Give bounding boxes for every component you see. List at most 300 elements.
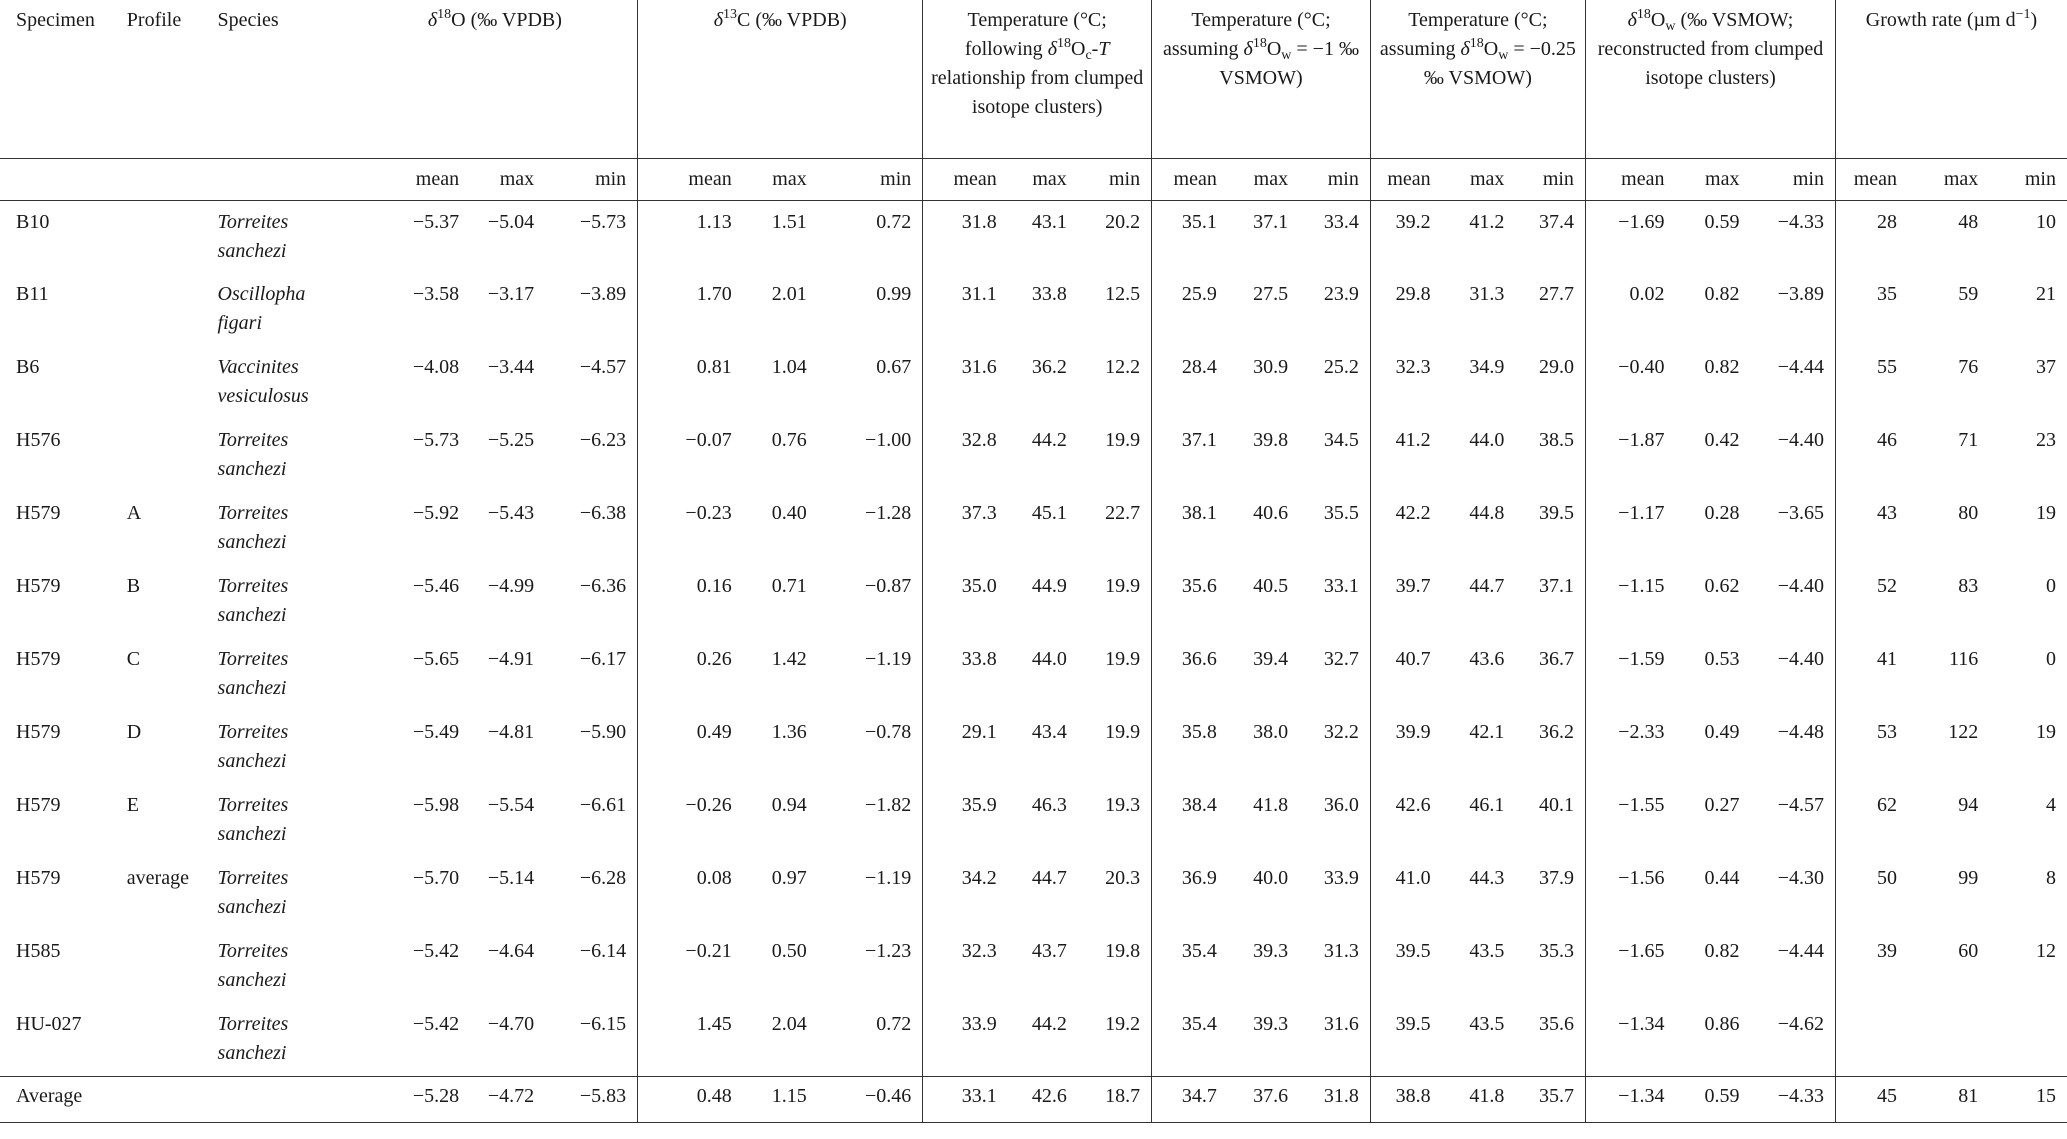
value-cell: 20.3 bbox=[1105, 867, 1141, 889]
table-row bbox=[0, 784, 2067, 857]
value-cell: 37.4 bbox=[1538, 210, 1574, 233]
species-name-part: sanchezi bbox=[217, 896, 287, 918]
value-cell: −4.62 bbox=[1777, 1013, 1824, 1035]
value-cell: −1.19 bbox=[865, 867, 912, 889]
specimen-cell: B11 bbox=[16, 283, 49, 305]
value-cell: 36.0 bbox=[1323, 794, 1359, 816]
value-cell: 44.8 bbox=[1469, 502, 1505, 524]
value-cell: −4.57 bbox=[579, 356, 627, 378]
value-cell: 36.6 bbox=[1152, 638, 1228, 711]
species-cell bbox=[218, 930, 353, 1003]
value-cell: 32.7 bbox=[1323, 648, 1359, 670]
value-cell: 30.9 bbox=[1253, 356, 1289, 378]
profile-cell: C bbox=[126, 648, 141, 670]
value-cell: 45 bbox=[1836, 1076, 1909, 1122]
value-cell: 33.8 bbox=[1031, 283, 1067, 305]
species-name-part: Torreites bbox=[217, 210, 289, 233]
value-cell: 81 bbox=[1908, 1076, 1989, 1122]
value-cell: 27.5 bbox=[1253, 283, 1289, 305]
value-cell: 52 bbox=[1836, 565, 1909, 638]
value-cell: 37.6 bbox=[1228, 1076, 1299, 1122]
value-cell: 46.1 bbox=[1469, 794, 1505, 816]
value-cell: 0.76 bbox=[771, 429, 807, 451]
profile-cell bbox=[119, 273, 218, 346]
value-cell: −1.65 bbox=[1585, 930, 1675, 1003]
value-cell: 35.4 bbox=[1152, 930, 1228, 1003]
value-cell: −3.65 bbox=[1777, 502, 1824, 524]
species-name-part: sanchezi bbox=[217, 750, 287, 772]
table-row bbox=[0, 857, 2067, 930]
value-cell: 39 bbox=[1836, 930, 1909, 1003]
value-cell: 0.72 bbox=[876, 210, 912, 233]
value-cell: 39.7 bbox=[1370, 565, 1441, 638]
value-cell: 41 bbox=[1836, 638, 1909, 711]
value-cell: 40.1 bbox=[1538, 794, 1574, 816]
value-cell: −1.59 bbox=[1585, 638, 1675, 711]
value-cell: 59 bbox=[1958, 283, 1979, 305]
specimen-cell: H579 bbox=[16, 867, 61, 889]
value-cell: 76 bbox=[1958, 356, 1979, 378]
value-cell: 1.51 bbox=[771, 210, 807, 233]
col-header-temp-minus1: Temperature (°C; assuming $\delta^{18}O_w = -1$ ‰ VSMOW) bbox=[1152, 0, 1371, 158]
stat-header-max: max bbox=[1228, 158, 1299, 200]
value-cell: 0.99 bbox=[876, 283, 912, 305]
table-row bbox=[0, 711, 2067, 784]
value-cell: 35.6 bbox=[1538, 1013, 1574, 1035]
value-cell: 2.04 bbox=[771, 1013, 807, 1035]
value-cell: 62 bbox=[1836, 784, 1909, 857]
value-cell bbox=[1836, 1003, 1909, 1076]
value-cell: 0.48 bbox=[638, 1076, 743, 1122]
value-cell: 39.5 bbox=[1370, 930, 1441, 1003]
species-cell bbox=[218, 638, 353, 711]
value-cell: 0.59 bbox=[1704, 210, 1740, 233]
value-cell: −5.90 bbox=[579, 721, 627, 743]
value-cell: 34.7 bbox=[1152, 1076, 1228, 1122]
value-cell: 31.3 bbox=[1323, 940, 1359, 962]
stat-header-mean: mean bbox=[923, 158, 1008, 200]
value-cell: 35.1 bbox=[1152, 200, 1228, 273]
value-cell: 19.9 bbox=[1105, 429, 1141, 451]
profile-cell: D bbox=[126, 721, 142, 743]
value-cell: −0.40 bbox=[1585, 346, 1675, 419]
value-cell: 0.53 bbox=[1704, 648, 1740, 670]
value-cell: 15 bbox=[1989, 1076, 2067, 1122]
specimen-cell: H579 bbox=[16, 794, 61, 816]
table-row bbox=[0, 565, 2067, 638]
stat-header-min: min bbox=[1515, 158, 1585, 200]
value-cell: −6.17 bbox=[579, 648, 627, 670]
value-cell bbox=[1908, 1003, 1989, 1076]
value-cell: 0.27 bbox=[1704, 794, 1740, 816]
value-cell: 43.7 bbox=[1031, 940, 1067, 962]
value-cell: −3.89 bbox=[579, 283, 627, 305]
species-name-part: vesiculosus bbox=[217, 385, 309, 407]
value-cell: 0.42 bbox=[1704, 429, 1740, 451]
value-cell: 8 bbox=[2046, 867, 2056, 889]
specimen-cell: B6 bbox=[16, 356, 40, 378]
empty-cell bbox=[119, 1076, 218, 1122]
value-cell: 23.9 bbox=[1323, 283, 1359, 305]
value-cell: −0.78 bbox=[865, 721, 912, 743]
value-cell: 44.0 bbox=[1469, 429, 1505, 451]
stat-header-max: max bbox=[1442, 158, 1516, 200]
value-cell: 41.8 bbox=[1253, 794, 1289, 816]
value-cell: 44.2 bbox=[1031, 1013, 1067, 1035]
value-cell: 35.9 bbox=[923, 784, 1008, 857]
value-cell: 35.0 bbox=[923, 565, 1008, 638]
col-header-growth-rate: Growth rate (µm $d^{-1}$) bbox=[1836, 0, 2067, 158]
value-cell: 80 bbox=[1958, 502, 1979, 524]
stat-header-max: max bbox=[470, 158, 545, 200]
value-cell: 27.7 bbox=[1538, 283, 1574, 305]
value-cell: −5.73 bbox=[579, 210, 627, 233]
value-cell: 0 bbox=[2046, 575, 2056, 597]
value-cell: 0.86 bbox=[1704, 1013, 1740, 1035]
value-cell: 0.97 bbox=[771, 867, 807, 889]
value-cell: −1.19 bbox=[865, 648, 912, 670]
value-cell: −5.43 bbox=[487, 502, 535, 524]
value-cell: 35.7 bbox=[1515, 1076, 1585, 1122]
value-cell: 44.3 bbox=[1469, 867, 1505, 889]
value-cell: 4 bbox=[2046, 794, 2056, 816]
value-cell: −4.64 bbox=[487, 940, 535, 962]
profile-cell: E bbox=[126, 794, 139, 816]
value-cell: 32.3 bbox=[923, 930, 1008, 1003]
value-cell: 1.42 bbox=[771, 648, 807, 670]
value-cell: −1.69 bbox=[1585, 200, 1675, 273]
value-cell: −5.46 bbox=[412, 575, 460, 597]
value-cell: 25.2 bbox=[1323, 356, 1359, 378]
value-cell: 38.8 bbox=[1370, 1076, 1441, 1122]
value-cell: −0.23 bbox=[638, 492, 743, 565]
value-cell: −5.92 bbox=[412, 502, 460, 524]
value-cell: −4.44 bbox=[1777, 940, 1824, 962]
value-cell: 35 bbox=[1836, 273, 1909, 346]
value-cell: 37.1 bbox=[1253, 210, 1289, 233]
species-name-part: Oscillopha bbox=[217, 283, 306, 305]
value-cell: 12.5 bbox=[1105, 283, 1141, 305]
value-cell: 20.2 bbox=[1105, 210, 1141, 233]
species-name-part: figari bbox=[217, 312, 262, 334]
value-cell: 36.9 bbox=[1152, 857, 1228, 930]
value-cell: 29.0 bbox=[1538, 356, 1574, 378]
value-cell: −5.65 bbox=[412, 648, 460, 670]
value-cell: 19.9 bbox=[1105, 648, 1141, 670]
value-cell: −5.54 bbox=[487, 794, 535, 816]
value-cell: −1.87 bbox=[1585, 419, 1675, 492]
species-name-part: Torreites bbox=[217, 794, 289, 816]
value-cell: 0.71 bbox=[771, 575, 807, 597]
value-cell: −0.46 bbox=[818, 1076, 923, 1122]
value-cell: −0.07 bbox=[638, 419, 743, 492]
value-cell: −4.91 bbox=[487, 648, 535, 670]
specimen-cell: H579 bbox=[16, 575, 61, 597]
species-name-part: sanchezi bbox=[217, 1042, 287, 1064]
value-cell: 28 bbox=[1836, 200, 1909, 273]
value-cell: 37.1 bbox=[1538, 575, 1574, 597]
value-cell: 83 bbox=[1958, 575, 1979, 597]
value-cell: 39.8 bbox=[1253, 429, 1289, 451]
average-label: Average bbox=[0, 1076, 119, 1122]
value-cell: −5.25 bbox=[487, 429, 535, 451]
value-cell: 19.9 bbox=[1105, 721, 1141, 743]
value-cell: −6.36 bbox=[579, 575, 627, 597]
specimen-cell: H576 bbox=[16, 429, 61, 451]
stat-header-mean: mean bbox=[1370, 158, 1441, 200]
value-cell: 23 bbox=[2036, 429, 2056, 451]
value-cell: 21 bbox=[2036, 283, 2056, 305]
value-cell: 0.82 bbox=[1704, 356, 1740, 378]
value-cell: −6.28 bbox=[579, 867, 627, 889]
value-cell: 40.0 bbox=[1253, 867, 1289, 889]
col-header-temp-relationship: Temperature (°C; following $\delta^{18}O_c-T$ relationship from clumped isotope clusters) bbox=[923, 0, 1152, 158]
profile-cell bbox=[119, 200, 218, 273]
species-name-part: Torreites bbox=[217, 721, 289, 743]
value-cell: −1.55 bbox=[1585, 784, 1675, 857]
value-cell: 2.01 bbox=[771, 283, 807, 305]
value-cell: 1.70 bbox=[638, 273, 743, 346]
value-cell: 0.02 bbox=[1585, 273, 1675, 346]
table-row bbox=[0, 930, 2067, 1003]
value-cell: 43.5 bbox=[1469, 1013, 1505, 1035]
value-cell: 12 bbox=[2036, 940, 2056, 962]
species-name-part: Torreites bbox=[217, 867, 289, 889]
stat-header-min: min bbox=[1989, 158, 2067, 200]
value-cell: 0.67 bbox=[876, 356, 912, 378]
value-cell: −5.70 bbox=[412, 867, 460, 889]
value-cell: −0.87 bbox=[865, 575, 912, 597]
value-cell: −6.38 bbox=[579, 502, 627, 524]
value-cell: 35.4 bbox=[1152, 1003, 1228, 1076]
profile-cell: average bbox=[126, 867, 189, 889]
value-cell: 19 bbox=[2036, 502, 2056, 524]
value-cell: 46.3 bbox=[1031, 794, 1067, 816]
value-cell: −0.21 bbox=[638, 930, 743, 1003]
value-cell: 34.5 bbox=[1323, 429, 1359, 451]
value-cell: 0.94 bbox=[771, 794, 807, 816]
profile-cell bbox=[119, 419, 218, 492]
stat-header-max: max bbox=[743, 158, 818, 200]
value-cell: 39.2 bbox=[1370, 200, 1441, 273]
value-cell: 29.1 bbox=[923, 711, 1008, 784]
value-cell: −4.33 bbox=[1750, 1076, 1835, 1122]
value-cell: 25.9 bbox=[1152, 273, 1228, 346]
value-cell: 55 bbox=[1836, 346, 1909, 419]
value-cell: −4.30 bbox=[1777, 867, 1824, 889]
value-cell: −3.17 bbox=[487, 283, 535, 305]
value-cell: 43.1 bbox=[1031, 210, 1067, 233]
value-cell: −3.89 bbox=[1777, 283, 1824, 305]
value-cell: 32.3 bbox=[1370, 346, 1441, 419]
value-cell: 99 bbox=[1958, 867, 1979, 889]
value-cell: 0.82 bbox=[1704, 940, 1740, 962]
value-cell: −5.83 bbox=[545, 1076, 638, 1122]
value-cell: 40.5 bbox=[1253, 575, 1289, 597]
specimen-cell: H585 bbox=[16, 940, 61, 962]
value-cell: −4.72 bbox=[470, 1076, 545, 1122]
species-name-part: Torreites bbox=[217, 429, 289, 451]
value-cell: 22.7 bbox=[1105, 502, 1141, 524]
species-name-part: Torreites bbox=[217, 502, 289, 524]
specimen-cell: H579 bbox=[16, 648, 61, 670]
value-cell: 0.40 bbox=[771, 502, 807, 524]
value-cell: −4.40 bbox=[1777, 575, 1824, 597]
value-cell: −5.42 bbox=[412, 1013, 460, 1035]
stat-header-mean: mean bbox=[638, 158, 743, 200]
table-row bbox=[0, 492, 2067, 565]
value-cell: 0.62 bbox=[1704, 575, 1740, 597]
profile-cell: A bbox=[126, 502, 142, 524]
value-cell: 19.9 bbox=[1105, 575, 1141, 597]
value-cell: 36.7 bbox=[1538, 648, 1574, 670]
value-cell: 38.1 bbox=[1152, 492, 1228, 565]
value-cell: −4.99 bbox=[487, 575, 535, 597]
value-cell: 0.26 bbox=[638, 638, 743, 711]
species-cell bbox=[218, 346, 353, 419]
value-cell: 37.9 bbox=[1538, 867, 1574, 889]
profile-cell bbox=[119, 346, 218, 419]
value-cell: 18.7 bbox=[1078, 1076, 1152, 1122]
value-cell: 60 bbox=[1958, 940, 1979, 962]
value-cell: 37 bbox=[2036, 356, 2056, 378]
species-name-part: sanchezi bbox=[217, 969, 287, 991]
value-cell: −1.17 bbox=[1585, 492, 1675, 565]
species-cell bbox=[218, 419, 353, 492]
value-cell: 1.13 bbox=[638, 200, 743, 273]
value-cell: 42.6 bbox=[1370, 784, 1441, 857]
profile-cell bbox=[119, 1003, 218, 1076]
value-cell: 43.5 bbox=[1469, 940, 1505, 962]
value-cell: 0.44 bbox=[1704, 867, 1740, 889]
stat-header-mean: mean bbox=[1152, 158, 1228, 200]
species-name-part: Torreites bbox=[217, 940, 289, 962]
value-cell bbox=[1989, 1003, 2067, 1076]
value-cell: 0.50 bbox=[771, 940, 807, 962]
value-cell: −4.81 bbox=[487, 721, 535, 743]
value-cell: 94 bbox=[1958, 794, 1979, 816]
value-cell: −1.28 bbox=[865, 502, 912, 524]
stat-header-min: min bbox=[1750, 158, 1835, 200]
value-cell: 43.6 bbox=[1469, 648, 1505, 670]
value-cell: 41.8 bbox=[1442, 1076, 1516, 1122]
table-row bbox=[0, 1003, 2067, 1076]
value-cell: 48 bbox=[1958, 210, 1979, 233]
species-name-part: Torreites bbox=[217, 575, 289, 597]
stat-header-min: min bbox=[1078, 158, 1152, 200]
col-header-profile: Profile bbox=[126, 9, 182, 31]
value-cell: −4.40 bbox=[1777, 648, 1824, 670]
value-cell: 31.6 bbox=[923, 346, 1008, 419]
value-cell: 35.5 bbox=[1323, 502, 1359, 524]
stat-header-min: min bbox=[545, 158, 638, 200]
header-row bbox=[0, 0, 2067, 158]
value-cell: −4.33 bbox=[1777, 210, 1824, 233]
value-cell: 10 bbox=[2036, 210, 2056, 233]
species-name-part: Torreites bbox=[217, 648, 289, 670]
value-cell: 32.2 bbox=[1323, 721, 1359, 743]
value-cell: 1.36 bbox=[771, 721, 807, 743]
value-cell: −4.40 bbox=[1777, 429, 1824, 451]
species-cell bbox=[218, 273, 353, 346]
value-cell: 39.5 bbox=[1538, 502, 1574, 524]
value-cell: −6.61 bbox=[579, 794, 627, 816]
species-name-part: sanchezi bbox=[217, 604, 287, 626]
value-cell: 31.1 bbox=[923, 273, 1008, 346]
stat-header-mean: mean bbox=[353, 158, 471, 200]
value-cell: 36.2 bbox=[1031, 356, 1067, 378]
specimen-cell: B10 bbox=[16, 210, 50, 233]
value-cell: 33.1 bbox=[1323, 575, 1359, 597]
value-cell: −6.14 bbox=[579, 940, 627, 962]
value-cell: −3.58 bbox=[412, 283, 460, 305]
value-cell: −5.42 bbox=[412, 940, 460, 962]
value-cell: 39.3 bbox=[1253, 940, 1289, 962]
value-cell: 19.2 bbox=[1105, 1013, 1141, 1035]
species-name-part: Vaccinites bbox=[217, 356, 299, 378]
value-cell: 33.8 bbox=[923, 638, 1008, 711]
value-cell: 19.8 bbox=[1105, 940, 1141, 962]
value-cell: −6.23 bbox=[579, 429, 627, 451]
value-cell: 39.3 bbox=[1253, 1013, 1289, 1035]
value-cell: 41.2 bbox=[1469, 210, 1505, 233]
value-cell: −6.15 bbox=[579, 1013, 627, 1035]
species-cell bbox=[218, 784, 353, 857]
value-cell: 37.1 bbox=[1152, 419, 1228, 492]
value-cell: 0 bbox=[2046, 648, 2056, 670]
value-cell: 40.7 bbox=[1370, 638, 1441, 711]
species-name-part: sanchezi bbox=[217, 531, 287, 553]
value-cell: −5.98 bbox=[412, 794, 460, 816]
col-header-species: Species bbox=[217, 9, 279, 31]
stat-header-min: min bbox=[818, 158, 923, 200]
value-cell: −1.23 bbox=[865, 940, 912, 962]
specimen-cell: H579 bbox=[16, 502, 61, 524]
species-name-part: sanchezi bbox=[217, 458, 287, 480]
value-cell: 1.45 bbox=[638, 1003, 743, 1076]
stat-header-max: max bbox=[1008, 158, 1078, 200]
value-cell: −1.82 bbox=[865, 794, 912, 816]
value-cell: 116 bbox=[1949, 648, 1979, 670]
col-header-d18o: $\delta^{18}O$ (‰ VPDB) bbox=[427, 7, 562, 31]
value-cell: 33.9 bbox=[1323, 867, 1359, 889]
value-cell: 35.8 bbox=[1152, 711, 1228, 784]
species-cell bbox=[218, 711, 353, 784]
species-name-part: Torreites bbox=[217, 1013, 289, 1035]
value-cell: 0.49 bbox=[638, 711, 743, 784]
value-cell: 1.15 bbox=[743, 1076, 818, 1122]
value-cell: 33.1 bbox=[923, 1076, 1008, 1122]
value-cell: 28.4 bbox=[1152, 346, 1228, 419]
specimen-cell: HU-027 bbox=[16, 1013, 82, 1035]
value-cell: −5.28 bbox=[353, 1076, 471, 1122]
value-cell: 38.5 bbox=[1538, 429, 1574, 451]
col-header-temp-minus025: Temperature (°C; assuming $\delta^{18}O_w = -0.25$ ‰ VSMOW) bbox=[1370, 0, 1585, 158]
value-cell: 44.7 bbox=[1469, 575, 1505, 597]
value-cell: 41.2 bbox=[1370, 419, 1441, 492]
value-cell: 0.82 bbox=[1704, 283, 1740, 305]
stats-header-row bbox=[0, 158, 2067, 200]
value-cell: 44.2 bbox=[1031, 429, 1067, 451]
value-cell: 39.9 bbox=[1370, 711, 1441, 784]
value-cell: 34.2 bbox=[923, 857, 1008, 930]
value-cell: −4.57 bbox=[1777, 794, 1824, 816]
value-cell: 44.7 bbox=[1031, 867, 1067, 889]
species-cell bbox=[218, 492, 353, 565]
value-cell: 42.2 bbox=[1370, 492, 1441, 565]
value-cell: −0.26 bbox=[638, 784, 743, 857]
value-cell: 43 bbox=[1836, 492, 1909, 565]
